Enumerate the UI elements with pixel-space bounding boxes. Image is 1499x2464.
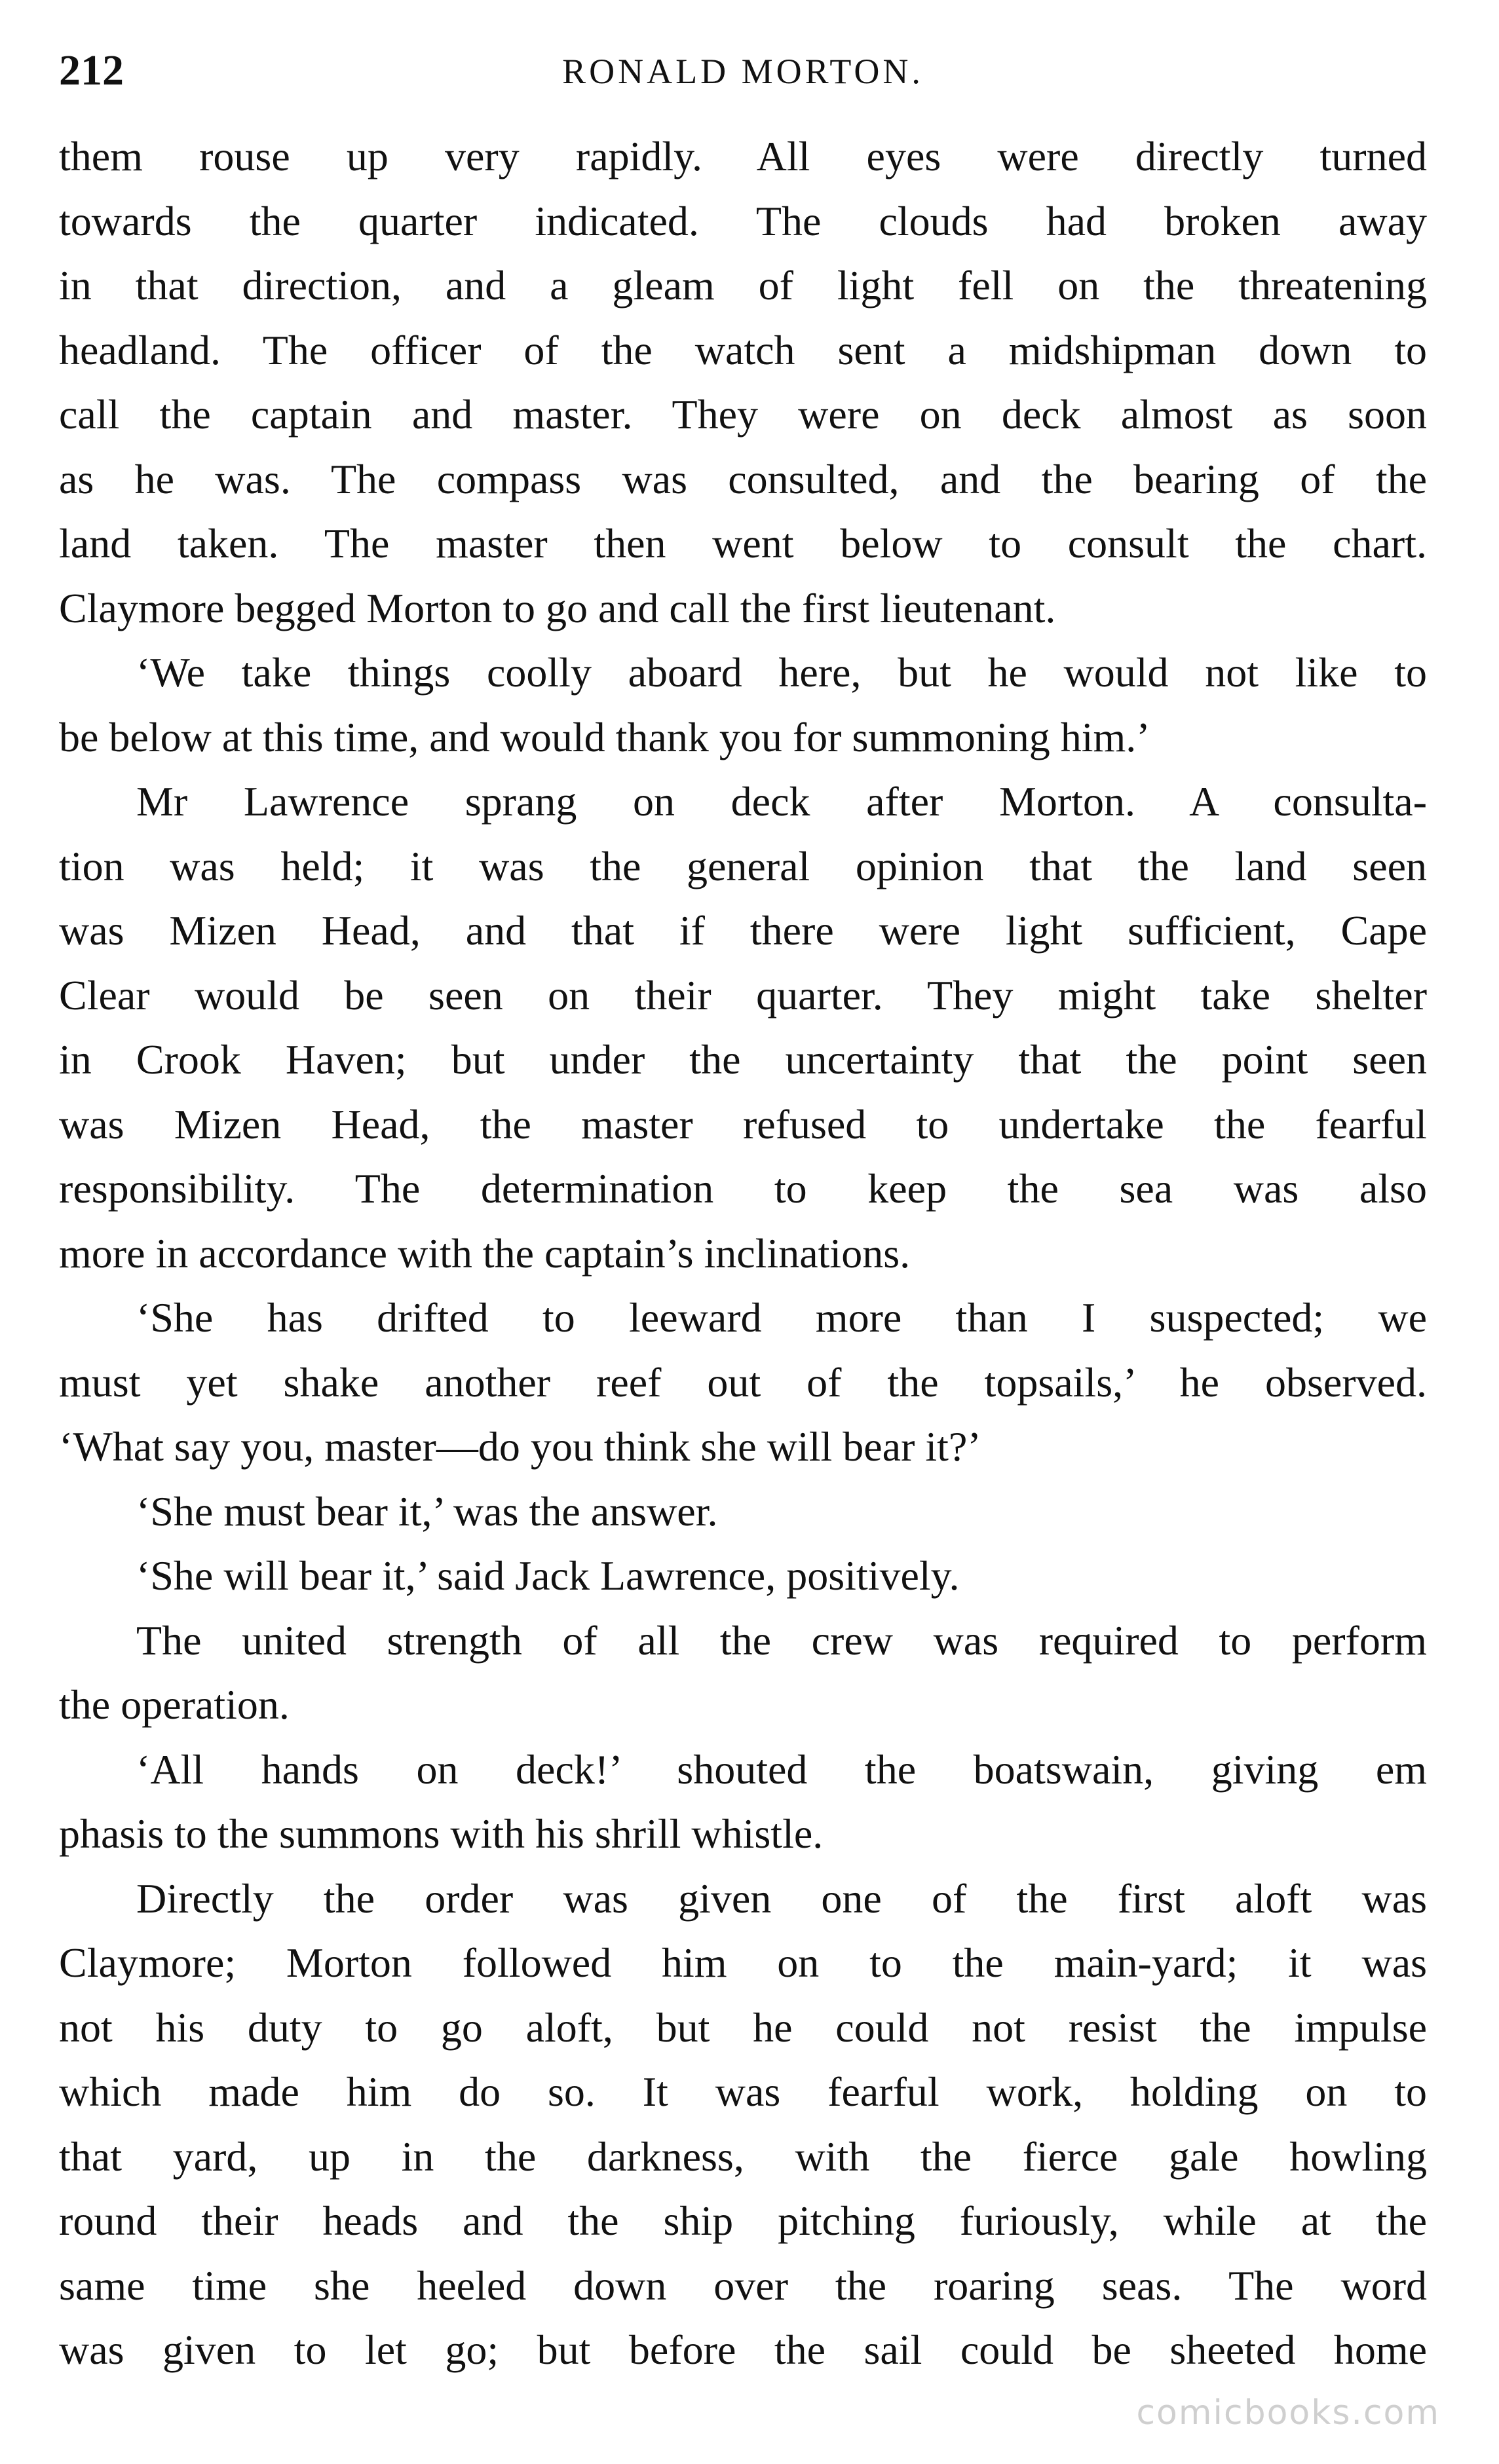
text-line: more in accordance with the captain’s inclinations. <box>59 1229 911 1277</box>
text-line: ‘She will bear it,’ said Jack Lawrence, positively. <box>136 1552 960 1599</box>
page-number: 212 <box>59 47 124 94</box>
running-head <box>59 46 1427 118</box>
text-line: round their heads and the ship pitching furiously, while at the <box>59 2197 1427 2244</box>
text-line: that yard, up in the darkness, with the fierce gale howling <box>59 2133 1427 2180</box>
text-line: The united strength of all the crew was required to perform <box>136 1616 1427 1664</box>
text-line: Mr Lawrence sprang on deck after Morton. A consulta- <box>136 778 1427 825</box>
text-line: in that direction, and a gleam of light fell on the threatening <box>59 262 1427 308</box>
text-line: ‘We take things coolly aboard here, but he would not like to <box>136 649 1427 696</box>
text-line: them rouse up very rapidly. All eyes were directly turned <box>59 133 1427 179</box>
text-line: ‘All hands on deck!’ shouted the boatswain, giving em <box>136 1745 1427 1793</box>
text-line: was Mizen Head, the master refused to undertake the fearful <box>59 1100 1427 1148</box>
text-line: which made him do so. It was fearful work, holding on to <box>59 2068 1427 2115</box>
text-line: Directly the order was given one of the first aloft was <box>136 1875 1427 1922</box>
text-line: be below at this time, and would thank you for summoning him.’ <box>59 713 1150 760</box>
running-title: RONALD MORTON. <box>562 52 924 91</box>
book-page <box>59 46 1427 2383</box>
text-line: as he was. The compass was consulted, and the bearing of the <box>59 455 1427 502</box>
text-line: ‘She must bear it,’ was the answer. <box>136 1487 718 1535</box>
text-line: towards the quarter indicated. The clouds had broken away <box>59 197 1427 244</box>
text-line: ‘She has drifted to leeward more than I suspected; we <box>136 1294 1427 1341</box>
text-line: headland. The officer of the watch sent a midshipman down to <box>59 326 1427 373</box>
text-line: Claymore begged Morton to go and call the first lieutenant. <box>59 584 1056 631</box>
text-line: tion was held; it was the general opinion that the land seen <box>59 842 1427 889</box>
text-line: must yet shake another reef out of the topsails,’ he observed. <box>59 1358 1427 1406</box>
text-line: the operation. <box>59 1681 290 1728</box>
text-line: same time she heeled down over the roaring seas. The word <box>59 2262 1427 2309</box>
text-line: not his duty to go aloft, but he could not resist the impulse <box>59 2004 1427 2051</box>
text-line: was given to let go; but before the sail could be sheeted home <box>59 2326 1427 2373</box>
text-line: call the captain and master. They were on deck almost as soon <box>59 391 1427 438</box>
watermark: comicbooks.com <box>1136 2393 1440 2433</box>
text-line: phasis to the summons with his shrill whistle. <box>59 1810 824 1857</box>
text-line: ‘What say you, master—do you think she will bear it?’ <box>59 1423 981 1470</box>
text-line: was Mizen Head, and that if there were light sufficient, Cape <box>59 907 1427 954</box>
text-line: in Crook Haven; but under the uncertainty that the point seen <box>59 1036 1427 1083</box>
body-text <box>59 124 1427 2383</box>
text-line: Claymore; Morton followed him on to the main-yard; it was <box>59 1939 1427 1986</box>
text-line: Clear would be seen on their quarter. They might take shelter <box>59 971 1427 1018</box>
text-line: responsibility. The determination to keep the sea was also <box>59 1165 1427 1212</box>
text-line: land taken. The master then went below to consult the chart. <box>59 520 1427 567</box>
